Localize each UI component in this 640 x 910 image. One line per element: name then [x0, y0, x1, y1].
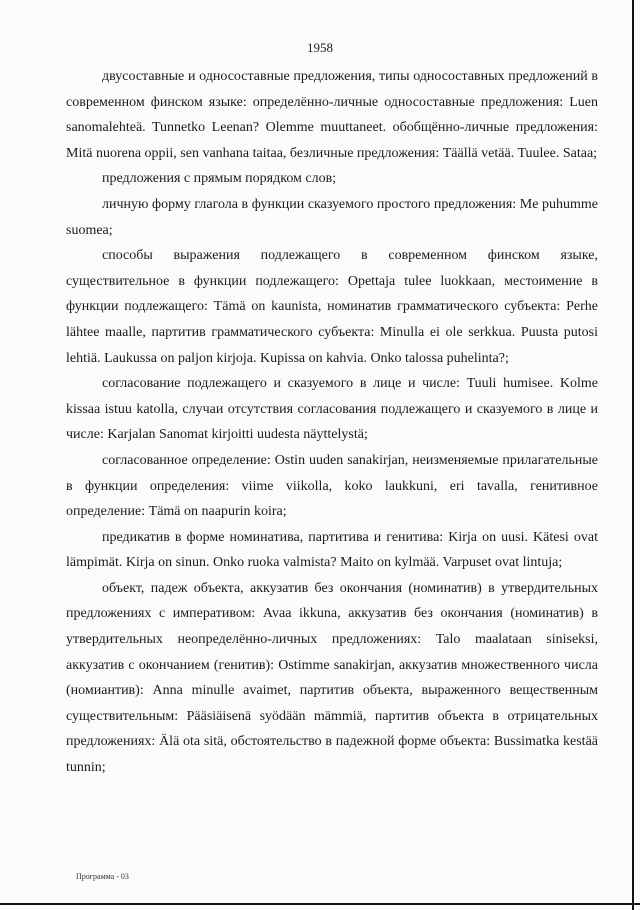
paragraph: объект, падеж объекта, аккузатив без окончания (номинатив) в утвердительных предложениях с императивом: Avaa ikkuna, аккузатив без окончания (номинатив) в утвердительных неопределённо-личных предложениях: Talo maalataan siniseksi, аккузатив с окончанием (генитив): Ostimme sanakirjan, аккузатив множественного числа (номиантив): Anna minulle avaimet, партитив объекта, выраженного вещественным существительным: Pääsiäisenä syödään mämmiä, партитив объекта в отрицательных предложениях: Älä ota sitä, обстоятельство в падежной форме объекта: Bussimatka kestää tunnin;	[66, 580, 598, 776]
paragraph: согласование подлежащего и сказуемого в лице и числе: Tuuli humisee. Kolme kissaa istuu katolla, случаи отсутствия согласования подлежащего и сказуемого в лице и числе: Karjalan Sanomat kirjoitti uudesta näyttelystä;	[66, 376, 598, 443]
paragraph: двусоставные и односоставные предложения, типы односоставных предложений в современном финском языке: определённо-личные односоставные предложения: Luen sanomalehteä. Tunnetko Leenan? Olemme muuttaneet. обобщённо-личные предложения: Mitä nuorena oppii, sen vanhana taitaa, безличные предложения: Täällä vetää. Tuulee. Sataa;	[66, 69, 598, 161]
scan-edge-bottom	[0, 903, 640, 905]
page-number: 1958	[307, 40, 333, 55]
paragraph: личную форму глагола в функции сказуемого простого предложения: Me puhumme suomea;	[66, 196, 598, 238]
body-text	[66, 64, 598, 781]
footer-label: Программа - 03	[76, 872, 129, 881]
paragraph: предложения с прямым порядком слов;	[102, 171, 337, 187]
paragraph: предикатив в форме номинатива, партитива и генитива: Kirja on uusi. Kätesi ovat lämpimät. Kirja on sinun. Onko ruoka valmista? Maito on kylmää. Varpuset ovat lintuja;	[66, 529, 598, 571]
paragraph: согласованное определение: Ostin uuden sanakirjan, неизменяемые прилагательные в функции определения: viime viikolla, koko laukkuni, eri tavalla, генитивное определение: Tämä on naapurin koira;	[66, 452, 598, 520]
scan-edge-right	[632, 0, 634, 910]
paragraph: способы выражения подлежащего в современном финском языке, существительное в функции подлежащего: Opettaja tulee luokkaan, местоимение в функции подлежащего: Tämä on kaunista, номинатив грамматического субъекта: Perhe lähtee maalle, партитив грамматического субъекта: Minulla ei ole serkkua. Puusta putosi lehtiä. Laukussa on paljon kirjoja. Kupissa on kahvia. Onko talossa puhelinta?;	[66, 248, 598, 366]
